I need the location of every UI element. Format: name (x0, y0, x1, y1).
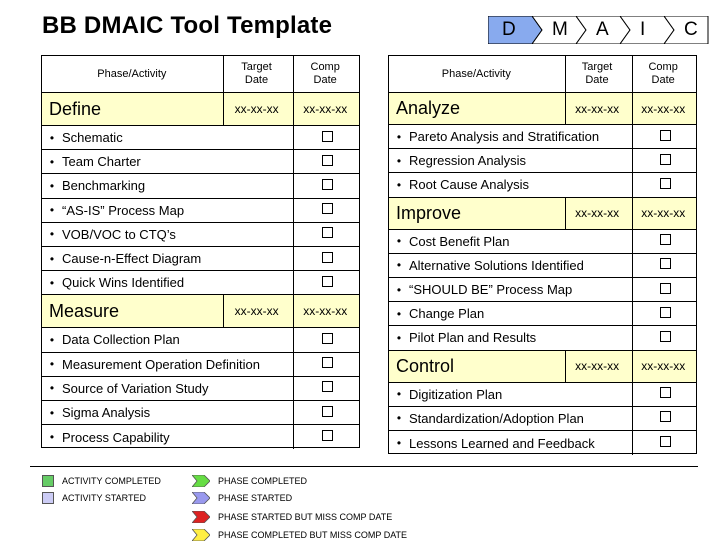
completion-checkbox[interactable] (322, 203, 333, 214)
phase-chevrons (488, 16, 720, 44)
activity-row (389, 230, 696, 254)
left-panel (41, 55, 360, 448)
activity-row (389, 254, 696, 278)
phase-name: Measure (49, 300, 120, 321)
table-header (42, 56, 359, 93)
column-divider (223, 56, 224, 93)
phase-comp-date: xx-xx-xx (641, 359, 686, 374)
completion-checkbox[interactable] (660, 411, 671, 422)
activity-row (389, 149, 696, 173)
bullet-icon: • (396, 177, 402, 192)
phase-target-date: xx-xx-xx (575, 206, 620, 221)
activity-label: Lessons Learned and Feedback (409, 435, 595, 451)
activity-label: Cost Benefit Plan (409, 233, 510, 249)
activity-label: Standardization/Adoption Plan (409, 410, 584, 426)
activity-label: Team Charter (62, 154, 141, 170)
completion-checkbox[interactable] (660, 283, 671, 294)
bullet-icon: • (396, 436, 402, 451)
phase-row-control (389, 351, 696, 383)
activity-label: Alternative Solutions Identified (409, 257, 584, 273)
activity-label: Benchmarking (62, 178, 146, 194)
activity-label: Cause-n-Effect Diagram (62, 251, 202, 267)
completion-checkbox[interactable] (322, 430, 333, 441)
activity-row (389, 173, 696, 197)
activity-started-swatch (42, 492, 54, 504)
activity-row (389, 407, 696, 431)
column-divider (223, 93, 224, 126)
bullet-icon: • (49, 227, 55, 242)
table-header (389, 56, 696, 93)
activity-label: “SHOULD BE” Process Map (409, 282, 573, 298)
column-divider (632, 56, 633, 455)
column-divider (565, 198, 566, 230)
completion-checkbox[interactable] (660, 331, 671, 342)
activity-completed-swatch (42, 475, 54, 487)
legend-phase-completed-miss (192, 529, 407, 541)
phase-target-date: xx-xx-xx (234, 304, 279, 319)
legend-divider (30, 466, 698, 467)
phase-completed-miss-chevron-icon (192, 529, 210, 541)
header-target-date: Target Date (581, 61, 613, 86)
bullet-icon: • (49, 430, 55, 445)
activity-label: “AS-IS” Process Map (62, 202, 185, 218)
activity-row (389, 431, 696, 455)
activity-label: Pilot Plan and Results (409, 330, 537, 346)
legend-activity-completed (42, 475, 161, 487)
completion-checkbox[interactable] (322, 131, 333, 142)
activity-row (389, 278, 696, 302)
bullet-icon: • (49, 332, 55, 347)
activity-label: Root Cause Analysis (409, 177, 529, 193)
activity-label: Measurement Operation Definition (62, 356, 260, 372)
header-target-date: Target Date (241, 61, 272, 86)
bullet-icon: • (396, 258, 402, 273)
phase-chevron-label: M (552, 19, 568, 40)
activity-label: Pareto Analysis and Stratification (409, 129, 600, 145)
bullet-icon: • (396, 330, 402, 345)
phase-row-improve (389, 198, 696, 230)
completion-checkbox[interactable] (660, 130, 671, 141)
completion-checkbox[interactable] (660, 234, 671, 245)
activity-row (42, 150, 359, 174)
phase-row-analyze (389, 93, 696, 125)
bullet-icon: • (396, 411, 402, 426)
completion-checkbox[interactable] (660, 436, 671, 447)
bullet-icon: • (396, 282, 402, 297)
bullet-icon: • (49, 154, 55, 169)
activity-label: Quick Wins Identified (62, 275, 185, 291)
activity-label: VOB/VOC to CTQ’s (62, 226, 176, 242)
activity-label: Change Plan (409, 306, 485, 322)
completion-checkbox[interactable] (322, 155, 333, 166)
activity-row (42, 377, 359, 401)
bullet-icon: • (49, 178, 55, 193)
activity-row (389, 383, 696, 407)
legend-label: ACTIVITY COMPLETED (62, 476, 161, 486)
legend-label: PHASE STARTED BUT MISS COMP DATE (218, 512, 393, 522)
legend-activity-started (42, 492, 146, 504)
right-panel (388, 55, 697, 454)
bullet-icon: • (396, 129, 402, 144)
phase-row-define (42, 93, 359, 126)
phase-comp-date: xx-xx-xx (641, 206, 686, 221)
phase-comp-date: xx-xx-xx (303, 102, 348, 116)
bullet-icon: • (396, 234, 402, 249)
column-divider (293, 56, 294, 449)
completion-checkbox[interactable] (660, 258, 671, 269)
completion-checkbox[interactable] (660, 387, 671, 398)
phase-target-date: xx-xx-xx (234, 102, 279, 116)
bullet-icon: • (49, 275, 55, 290)
activity-row (42, 401, 359, 425)
completion-checkbox[interactable] (322, 276, 333, 287)
header-activity: Phase/Activity (97, 67, 167, 80)
completion-checkbox[interactable] (322, 381, 333, 392)
activity-row (42, 126, 359, 150)
completion-checkbox[interactable] (322, 227, 333, 238)
bullet-icon: • (49, 251, 55, 266)
column-divider (565, 56, 566, 93)
column-divider (565, 93, 566, 125)
page-title: BB DMAIC Tool Template (42, 12, 333, 39)
activity-row (42, 425, 359, 449)
bullet-icon: • (396, 153, 402, 168)
legend-phase-completed (192, 475, 307, 487)
legend-label: ACTIVITY STARTED (62, 493, 147, 503)
bullet-icon: • (49, 203, 55, 218)
phase-name: Control (396, 355, 455, 376)
bullet-icon: • (49, 405, 55, 420)
activity-row (389, 302, 696, 326)
phase-completed-chevron-icon (192, 475, 210, 487)
phase-name: Analyze (396, 98, 461, 118)
phase-started-miss-chevron-icon (192, 511, 210, 523)
activity-label: Process Capability (62, 429, 170, 445)
activity-label: Data Collection Plan (62, 332, 180, 348)
legend-label: PHASE COMPLETED (218, 476, 308, 486)
phase-comp-date: xx-xx-xx (303, 304, 348, 319)
bullet-icon: • (396, 306, 402, 321)
phase-chevron-label: A (596, 19, 609, 40)
completion-checkbox[interactable] (322, 252, 333, 263)
phase-comp-date: xx-xx-xx (641, 101, 686, 116)
phase-name: Improve (396, 202, 462, 223)
activity-label: Regression Analysis (409, 153, 527, 169)
activity-label: Digitization Plan (409, 386, 503, 402)
column-divider (565, 351, 566, 383)
phase-name: Define (49, 98, 102, 119)
bullet-icon: • (49, 357, 55, 372)
header-activity: Phase/Activity (441, 67, 511, 80)
header-comp-date: Comp Date (310, 61, 340, 86)
activity-row (42, 328, 359, 352)
bullet-icon: • (49, 130, 55, 145)
column-divider (223, 295, 224, 328)
activity-label: Schematic (62, 130, 123, 146)
completion-checkbox[interactable] (322, 357, 333, 368)
completion-checkbox[interactable] (660, 178, 671, 189)
activity-row (42, 271, 359, 295)
completion-checkbox[interactable] (660, 154, 671, 165)
phase-target-date: xx-xx-xx (575, 359, 620, 374)
phase-chevron-c (664, 16, 718, 44)
activity-row (42, 174, 359, 198)
legend-label: PHASE COMPLETED BUT MISS COMP DATE (218, 530, 408, 540)
activity-row (42, 353, 359, 377)
legend-label: PHASE STARTED (218, 493, 293, 503)
phase-chevron-label: C (684, 19, 698, 40)
activity-label: Source of Variation Study (62, 380, 209, 396)
activity-label: Sigma Analysis (62, 405, 151, 421)
activity-row (42, 199, 359, 223)
completion-checkbox[interactable] (322, 406, 333, 417)
bullet-icon: • (396, 387, 402, 402)
activity-row (389, 125, 696, 149)
activity-row (42, 223, 359, 247)
completion-checkbox[interactable] (322, 179, 333, 190)
completion-checkbox[interactable] (660, 307, 671, 318)
header-comp-date: Comp Date (648, 61, 678, 86)
phase-chevron-label: I (640, 19, 646, 40)
phase-started-chevron-icon (192, 492, 210, 504)
activity-row (42, 247, 359, 271)
bullet-icon: • (49, 381, 55, 396)
phase-row-measure (42, 295, 359, 328)
phase-target-date: xx-xx-xx (575, 101, 620, 116)
phase-chevron-label: D (502, 19, 516, 40)
legend-phase-started-miss (192, 511, 392, 523)
completion-checkbox[interactable] (322, 333, 333, 344)
activity-row (389, 326, 696, 350)
legend-phase-started (192, 492, 292, 504)
